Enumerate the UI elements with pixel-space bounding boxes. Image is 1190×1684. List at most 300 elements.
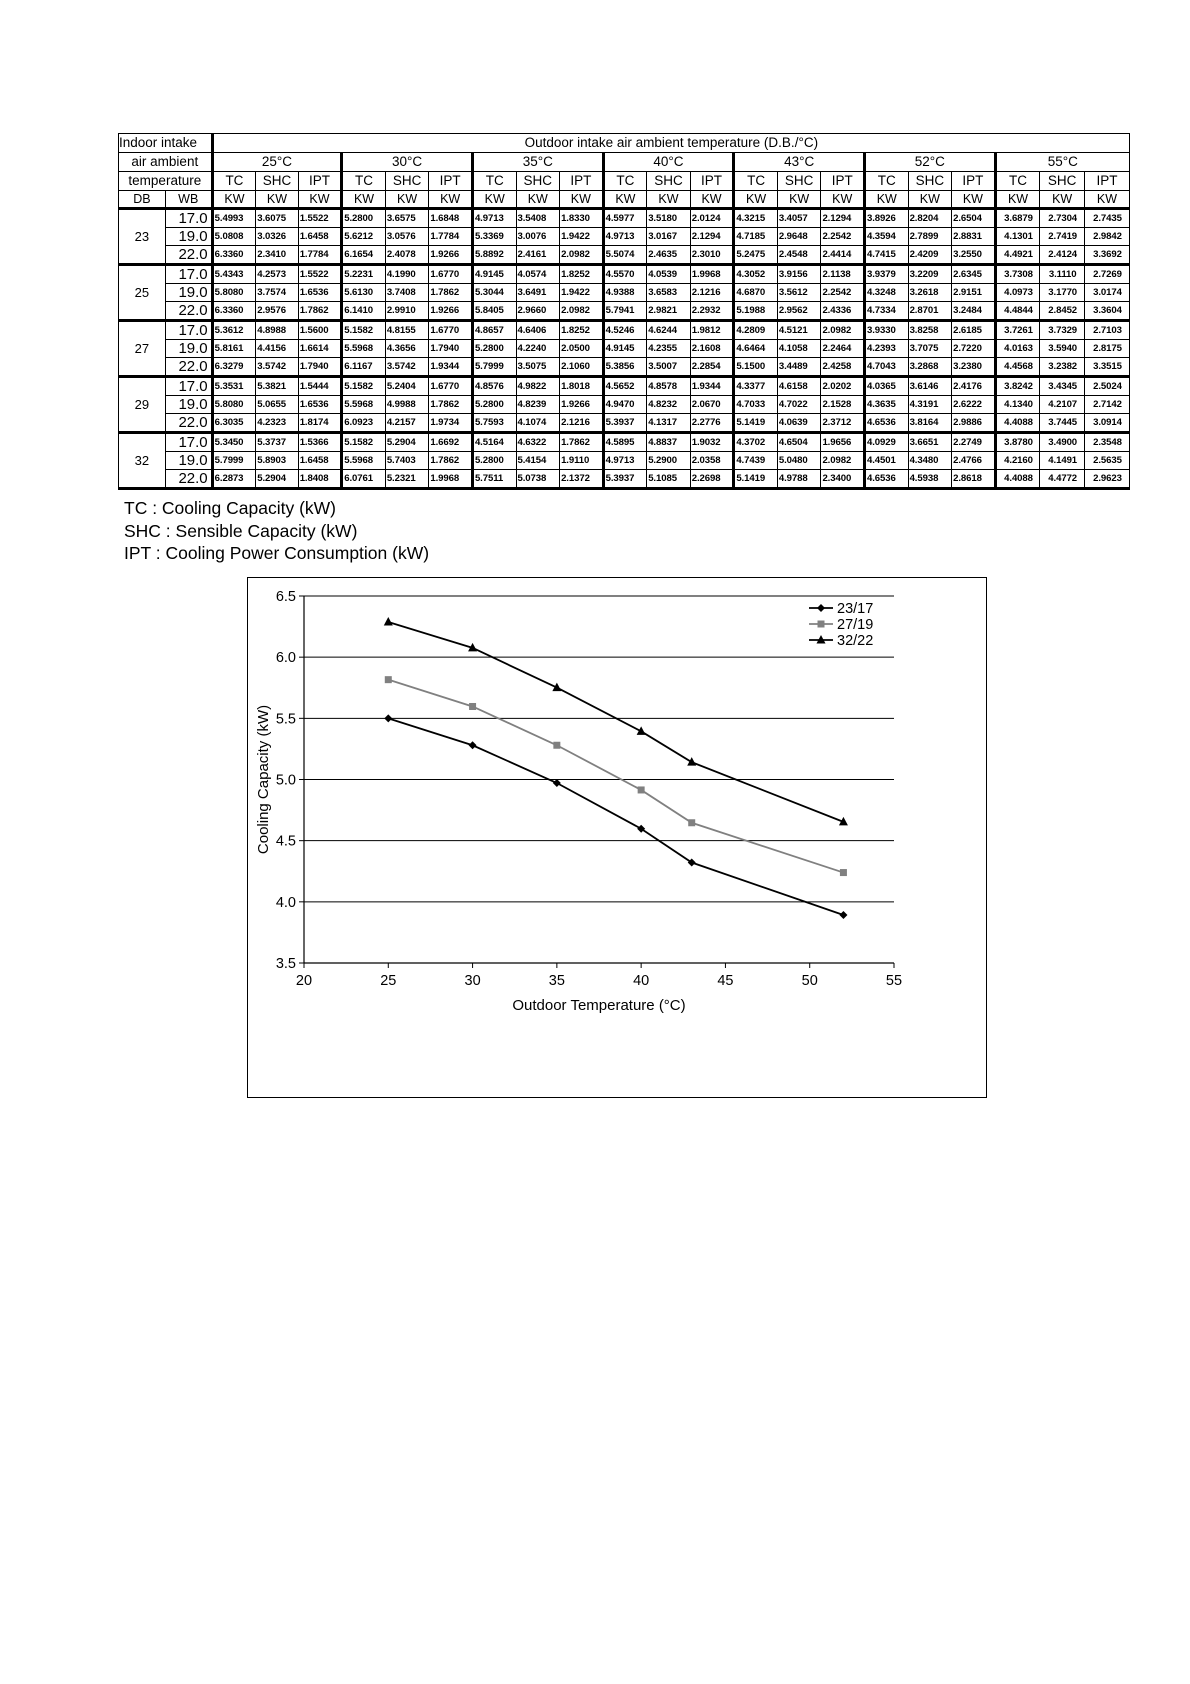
table-cell: 5.2900 — [647, 452, 691, 470]
col-label-tc: TC — [995, 172, 1040, 191]
table-cell: 2.8452 — [1040, 302, 1085, 321]
table-row — [119, 452, 1130, 470]
table-cell: 4.1301 — [995, 228, 1040, 246]
table-cell: 2.9910 — [385, 302, 429, 321]
table-cell: 3.3515 — [1085, 358, 1130, 377]
table-cell: 2.1294 — [690, 228, 734, 246]
table-cell: 1.9968 — [690, 265, 734, 284]
table-cell: 4.3248 — [865, 284, 909, 302]
table-cell: 5.4343 — [212, 265, 256, 284]
table-cell: 2.7419 — [1040, 228, 1085, 246]
table-cell: 3.2382 — [1040, 358, 1085, 377]
table-cell: 4.9822 — [516, 377, 560, 396]
y-tick-label: 3.5 — [275, 956, 296, 972]
table-cell: 2.9886 — [952, 414, 996, 433]
col-label-tc: TC — [472, 172, 516, 191]
table-cell: 4.4568 — [995, 358, 1040, 377]
table-cell: 2.4766 — [952, 452, 996, 470]
series-point-23-17 — [839, 911, 847, 919]
table-cell: 3.6491 — [516, 284, 560, 302]
table-cell: 3.2380 — [952, 358, 996, 377]
table-cell: 5.3937 — [603, 470, 647, 489]
table-cell: 2.4414 — [821, 246, 865, 265]
col-label-shc: SHC — [385, 172, 429, 191]
table-cell: 1.6536 — [298, 396, 342, 414]
table-cell: 5.2800 — [472, 396, 516, 414]
unit-label: KW — [256, 191, 298, 209]
unit-label: KW — [603, 191, 647, 209]
table-cell: 5.0808 — [212, 228, 256, 246]
wb-value: 19.0 — [165, 228, 212, 246]
table-cell: 1.5522 — [298, 265, 342, 284]
table-cell: 6.3279 — [212, 358, 256, 377]
col-label-tc: TC — [734, 172, 778, 191]
table-cell: 2.4548 — [777, 246, 821, 265]
table-cell: 5.7941 — [603, 302, 647, 321]
table-row — [119, 209, 1130, 228]
table-cell: 4.8578 — [647, 377, 691, 396]
table-cell: 4.6322 — [516, 433, 560, 452]
series-line-23-17 — [388, 718, 843, 915]
table-cell: 3.7308 — [995, 265, 1040, 284]
table-cell: 1.9968 — [429, 470, 473, 489]
table-cell: 1.7940 — [429, 340, 473, 358]
table-cell: 4.5938 — [908, 470, 952, 489]
y-tick-label: 4.0 — [275, 894, 296, 911]
wb-value: 22.0 — [165, 470, 212, 489]
table-cell: 1.9344 — [690, 377, 734, 396]
table-cell: 3.3692 — [1085, 246, 1130, 265]
col-label-tc: TC — [342, 172, 386, 191]
col-label-ipt: IPT — [690, 172, 734, 191]
table-row — [119, 433, 1130, 452]
col-label-shc: SHC — [1040, 172, 1085, 191]
legend-label: 32/22 — [837, 633, 874, 649]
table-cell: 4.7334 — [865, 302, 909, 321]
table-cell: 5.3821 — [256, 377, 298, 396]
chart-svg — [248, 578, 988, 1099]
table-cell: 4.3656 — [385, 340, 429, 358]
table-cell: 5.4154 — [516, 452, 560, 470]
table-cell: 4.5652 — [603, 377, 647, 396]
series-point-27-19 — [553, 742, 560, 749]
table-cell: 2.8831 — [952, 228, 996, 246]
table-cell: 4.5570 — [603, 265, 647, 284]
table-cell: 4.9470 — [603, 396, 647, 414]
outdoor-temp-0: 25°C — [212, 153, 342, 172]
table-cell: 4.6504 — [777, 433, 821, 452]
table-cell: 1.6770 — [429, 321, 473, 340]
table-cell: 1.9734 — [429, 414, 473, 433]
wb-value: 22.0 — [165, 246, 212, 265]
table-cell: 6.1167 — [342, 358, 386, 377]
table-cell: 1.9110 — [560, 452, 604, 470]
table-cell: 2.4258 — [821, 358, 865, 377]
table-cell: 5.1419 — [734, 414, 778, 433]
x-tick-label: 35 — [548, 973, 565, 989]
wb-value: 19.0 — [165, 396, 212, 414]
table-cell: 4.7439 — [734, 452, 778, 470]
table-cell: 5.3369 — [472, 228, 516, 246]
table-row — [119, 284, 1130, 302]
table-cell: 2.4161 — [516, 246, 560, 265]
table-cell: 2.8175 — [1085, 340, 1130, 358]
table-cell: 2.0124 — [690, 209, 734, 228]
table-cell: 1.7862 — [298, 302, 342, 321]
table-cell: 2.6222 — [952, 396, 996, 414]
outdoor-temp-5: 52°C — [865, 153, 996, 172]
table-cell: 1.8252 — [560, 321, 604, 340]
table-cell: 5.3737 — [256, 433, 298, 452]
table-cell: 5.2800 — [342, 209, 386, 228]
col-label-ipt: IPT — [429, 172, 473, 191]
table-cell: 1.7940 — [298, 358, 342, 377]
table-cell: 2.2542 — [821, 228, 865, 246]
wb-value: 17.0 — [165, 377, 212, 396]
table-cell: 4.7033 — [734, 396, 778, 414]
table-cell: 4.1491 — [1040, 452, 1085, 470]
table-cell: 5.8903 — [256, 452, 298, 470]
db-value: 25 — [119, 265, 166, 321]
table-cell: 2.0670 — [690, 396, 734, 414]
table-cell: 4.9145 — [603, 340, 647, 358]
wb-value: 17.0 — [165, 321, 212, 340]
table-cell: 3.8258 — [908, 321, 952, 340]
performance-table — [118, 133, 1130, 490]
table-row — [119, 246, 1130, 265]
table-cell: 3.6583 — [647, 284, 691, 302]
table-cell: 2.9576 — [256, 302, 298, 321]
table-cell: 3.5007 — [647, 358, 691, 377]
unit-label: KW — [908, 191, 952, 209]
unit-label: KW — [690, 191, 734, 209]
table-row — [119, 396, 1130, 414]
table-row — [119, 377, 1130, 396]
table-cell: 5.3612 — [212, 321, 256, 340]
unit-label: KW — [995, 191, 1040, 209]
table-cell: 5.3531 — [212, 377, 256, 396]
table-cell: 4.0574 — [516, 265, 560, 284]
table-cell: 2.1294 — [821, 209, 865, 228]
table-cell: 3.5742 — [256, 358, 298, 377]
table-cell: 2.4176 — [952, 377, 996, 396]
table-cell: 3.1770 — [1040, 284, 1085, 302]
table-cell: 4.2355 — [647, 340, 691, 358]
table-cell: 2.9562 — [777, 302, 821, 321]
table-cell: 3.6075 — [256, 209, 298, 228]
row-header-line-1: Indoor intake — [119, 134, 213, 153]
wb-label: WB — [165, 191, 212, 209]
table-cell: 2.4078 — [385, 246, 429, 265]
table-cell: 4.8239 — [516, 396, 560, 414]
table-cell: 4.6406 — [516, 321, 560, 340]
unit-label: KW — [212, 191, 256, 209]
wb-value: 19.0 — [165, 452, 212, 470]
y-tick-label: 6.0 — [275, 650, 296, 667]
table-cell: 2.1216 — [560, 414, 604, 433]
table-cell: 2.9660 — [516, 302, 560, 321]
table-cell: 5.7999 — [472, 358, 516, 377]
unit-label: KW — [472, 191, 516, 209]
table-row — [119, 358, 1130, 377]
y-tick-label: 5.5 — [275, 711, 296, 728]
table-cell: 3.9379 — [865, 265, 909, 284]
table-cell: 1.8252 — [560, 265, 604, 284]
series-point-32-22 — [687, 757, 696, 766]
table-cell: 3.6575 — [385, 209, 429, 228]
table-cell: 5.1582 — [342, 321, 386, 340]
table-cell: 2.4336 — [821, 302, 865, 321]
table-cell: 4.7022 — [777, 396, 821, 414]
table-cell: 2.3410 — [256, 246, 298, 265]
unit-label: KW — [1085, 191, 1130, 209]
table-row — [119, 228, 1130, 246]
table-cell: 2.0982 — [821, 321, 865, 340]
table-cell: 4.1340 — [995, 396, 1040, 414]
unit-label: KW — [1040, 191, 1085, 209]
series-point-27-19 — [840, 869, 847, 876]
x-tick-label: 40 — [633, 973, 650, 989]
col-label-ipt: IPT — [1085, 172, 1130, 191]
table-cell: 2.0982 — [560, 302, 604, 321]
table-cell: 4.8988 — [256, 321, 298, 340]
table-cell: 2.0982 — [821, 452, 865, 470]
table-cell: 5.5968 — [342, 340, 386, 358]
legend-label: 27/19 — [837, 617, 874, 633]
table-cell: 3.5180 — [647, 209, 691, 228]
x-tick-label: 25 — [380, 973, 397, 989]
wb-value: 17.0 — [165, 209, 212, 228]
table-cell: 4.4088 — [995, 470, 1040, 489]
table-cell: 5.6212 — [342, 228, 386, 246]
table-cell: 2.5635 — [1085, 452, 1130, 470]
col-label-ipt: IPT — [298, 172, 342, 191]
table-cell: 3.0576 — [385, 228, 429, 246]
table-cell: 4.0639 — [777, 414, 821, 433]
series-point-27-19 — [688, 819, 695, 826]
table-cell: 2.4124 — [1040, 246, 1085, 265]
table-cell: 3.7075 — [908, 340, 952, 358]
table-cell: 4.9388 — [603, 284, 647, 302]
table-cell: 1.9656 — [821, 433, 865, 452]
table-cell: 3.7445 — [1040, 414, 1085, 433]
table-cell: 2.2749 — [952, 433, 996, 452]
table-cell: 3.0174 — [1085, 284, 1130, 302]
row-header-line-3: temperature — [119, 172, 213, 191]
table-cell: 2.0358 — [690, 452, 734, 470]
db-value: 29 — [119, 377, 166, 433]
row-header-line-2: air ambient — [119, 153, 213, 172]
table-cell: 6.0923 — [342, 414, 386, 433]
table-cell: 3.7574 — [256, 284, 298, 302]
table-cell: 4.1990 — [385, 265, 429, 284]
series-point-32-22 — [384, 617, 393, 626]
table-cell: 2.8701 — [908, 302, 952, 321]
table-cell: 3.2618 — [908, 284, 952, 302]
table-cell: 1.9266 — [429, 246, 473, 265]
table-cell: 1.9032 — [690, 433, 734, 452]
table-cell: 2.0202 — [821, 377, 865, 396]
wb-value: 17.0 — [165, 433, 212, 452]
x-tick-label: 50 — [801, 973, 818, 989]
table-cell: 1.6770 — [429, 377, 473, 396]
series-line-32-22 — [388, 622, 843, 822]
table-cell: 3.8242 — [995, 377, 1040, 396]
table-cell: 1.8174 — [298, 414, 342, 433]
table-cell: 3.6879 — [995, 209, 1040, 228]
table-cell: 4.4156 — [256, 340, 298, 358]
table-cell: 2.2464 — [821, 340, 865, 358]
table-cell: 3.0167 — [647, 228, 691, 246]
table-cell: 4.6870 — [734, 284, 778, 302]
table-cell: 1.7862 — [560, 433, 604, 452]
table-cell: 5.2321 — [385, 470, 429, 489]
table-cell: 4.3702 — [734, 433, 778, 452]
table-cell: 2.4209 — [908, 246, 952, 265]
unit-label: KW — [429, 191, 473, 209]
table-cell: 1.9266 — [560, 396, 604, 414]
db-value: 23 — [119, 209, 166, 265]
table-cell: 1.9344 — [429, 358, 473, 377]
table-cell: 1.9422 — [560, 228, 604, 246]
table-cell: 5.2800 — [472, 340, 516, 358]
series-point-23-17 — [469, 741, 477, 749]
col-label-shc: SHC — [647, 172, 691, 191]
table-cell: 1.7862 — [429, 284, 473, 302]
table-cell: 2.3400 — [821, 470, 865, 489]
table-cell: 5.8080 — [212, 396, 256, 414]
table-cell: 2.7899 — [908, 228, 952, 246]
col-label-shc: SHC — [516, 172, 560, 191]
table-cell: 4.3215 — [734, 209, 778, 228]
table-cell: 1.8018 — [560, 377, 604, 396]
col-label-ipt: IPT — [952, 172, 996, 191]
table-cell: 2.7142 — [1085, 396, 1130, 414]
table-cell: 6.3360 — [212, 246, 256, 265]
outdoor-temp-4: 43°C — [734, 153, 865, 172]
table-cell: 1.6458 — [298, 452, 342, 470]
table-cell: 4.9713 — [603, 452, 647, 470]
y-axis-label: Cooling Capacity (kW) — [255, 704, 272, 855]
series-point-27-19 — [469, 703, 476, 710]
table-cell: 3.7408 — [385, 284, 429, 302]
table-cell: 1.6848 — [429, 209, 473, 228]
table-cell: 4.3052 — [734, 265, 778, 284]
table-cell: 1.9422 — [560, 284, 604, 302]
table-cell: 3.2209 — [908, 265, 952, 284]
col-label-tc: TC — [865, 172, 909, 191]
outdoor-temp-6: 55°C — [995, 153, 1129, 172]
table-cell: 4.4921 — [995, 246, 1040, 265]
table-cell: 6.1654 — [342, 246, 386, 265]
table-cell: 4.0539 — [647, 265, 691, 284]
table-cell: 2.1060 — [560, 358, 604, 377]
table-cell: 4.5164 — [472, 433, 516, 452]
table-cell: 4.7185 — [734, 228, 778, 246]
table-cell: 4.9988 — [385, 396, 429, 414]
unit-label: KW — [734, 191, 778, 209]
table-cell: 4.0365 — [865, 377, 909, 396]
table-cell: 5.3450 — [212, 433, 256, 452]
table-cell: 4.1074 — [516, 414, 560, 433]
table-cell: 4.3377 — [734, 377, 778, 396]
table-cell: 5.1582 — [342, 377, 386, 396]
x-tick-label: 55 — [885, 973, 903, 989]
table-cell: 2.2932 — [690, 302, 734, 321]
table-cell: 3.6146 — [908, 377, 952, 396]
series-point-27-19 — [638, 786, 645, 793]
table-cell: 3.0076 — [516, 228, 560, 246]
table-cell: 3.2550 — [952, 246, 996, 265]
x-tick-label: 45 — [717, 973, 734, 989]
wb-value: 19.0 — [165, 340, 212, 358]
table-cell: 5.1988 — [734, 302, 778, 321]
table-cell: 4.5895 — [603, 433, 647, 452]
table-cell: 1.7862 — [429, 396, 473, 414]
table-cell: 1.7862 — [429, 452, 473, 470]
table-cell: 1.7784 — [429, 228, 473, 246]
table-cell: 4.2157 — [385, 414, 429, 433]
table-cell: 4.2240 — [516, 340, 560, 358]
table-cell: 2.4635 — [647, 246, 691, 265]
table-cell: 5.2231 — [342, 265, 386, 284]
col-label-shc: SHC — [777, 172, 821, 191]
table-cell: 3.2868 — [908, 358, 952, 377]
table-cell: 6.3035 — [212, 414, 256, 433]
unit-label: KW — [342, 191, 386, 209]
table-cell: 2.1528 — [821, 396, 865, 414]
table-cell: 3.1110 — [1040, 265, 1085, 284]
table-cell: 4.3480 — [908, 452, 952, 470]
table-cell: 4.3191 — [908, 396, 952, 414]
note-ipt: IPT : Cooling Power Consumption (kW) — [124, 543, 430, 563]
table-cell: 4.4088 — [995, 414, 1040, 433]
table-row — [119, 470, 1130, 489]
table-cell: 2.9842 — [1085, 228, 1130, 246]
table-cell: 3.8164 — [908, 414, 952, 433]
col-label-ipt: IPT — [821, 172, 865, 191]
table-cell: 2.7220 — [952, 340, 996, 358]
table-cell: 2.0982 — [560, 246, 604, 265]
table-cell: 5.6130 — [342, 284, 386, 302]
table-cell: 4.1058 — [777, 340, 821, 358]
table-cell: 4.9788 — [777, 470, 821, 489]
table-cell: 4.5246 — [603, 321, 647, 340]
table-cell: 2.6345 — [952, 265, 996, 284]
table-cell: 4.8837 — [647, 433, 691, 452]
table-cell: 2.2698 — [690, 470, 734, 489]
table-cell: 1.9812 — [690, 321, 734, 340]
table-cell: 1.6458 — [298, 228, 342, 246]
table-cell: 4.8657 — [472, 321, 516, 340]
table-cell: 2.3712 — [821, 414, 865, 433]
table-cell: 1.6770 — [429, 265, 473, 284]
table-row — [119, 414, 1130, 433]
unit-label: KW — [516, 191, 560, 209]
table-cell: 4.2573 — [256, 265, 298, 284]
table-cell: 3.8780 — [995, 433, 1040, 452]
table-cell: 2.1608 — [690, 340, 734, 358]
x-axis-label: Outdoor Temperature (°C) — [512, 997, 686, 1014]
outdoor-temp-1: 30°C — [342, 153, 473, 172]
col-label-tc: TC — [212, 172, 256, 191]
table-cell: 5.0738 — [516, 470, 560, 489]
y-tick-label: 5.0 — [275, 772, 296, 789]
table-cell: 6.2873 — [212, 470, 256, 489]
table-cell: 4.8232 — [647, 396, 691, 414]
table-cell: 1.5444 — [298, 377, 342, 396]
table-cell: 3.9330 — [865, 321, 909, 340]
